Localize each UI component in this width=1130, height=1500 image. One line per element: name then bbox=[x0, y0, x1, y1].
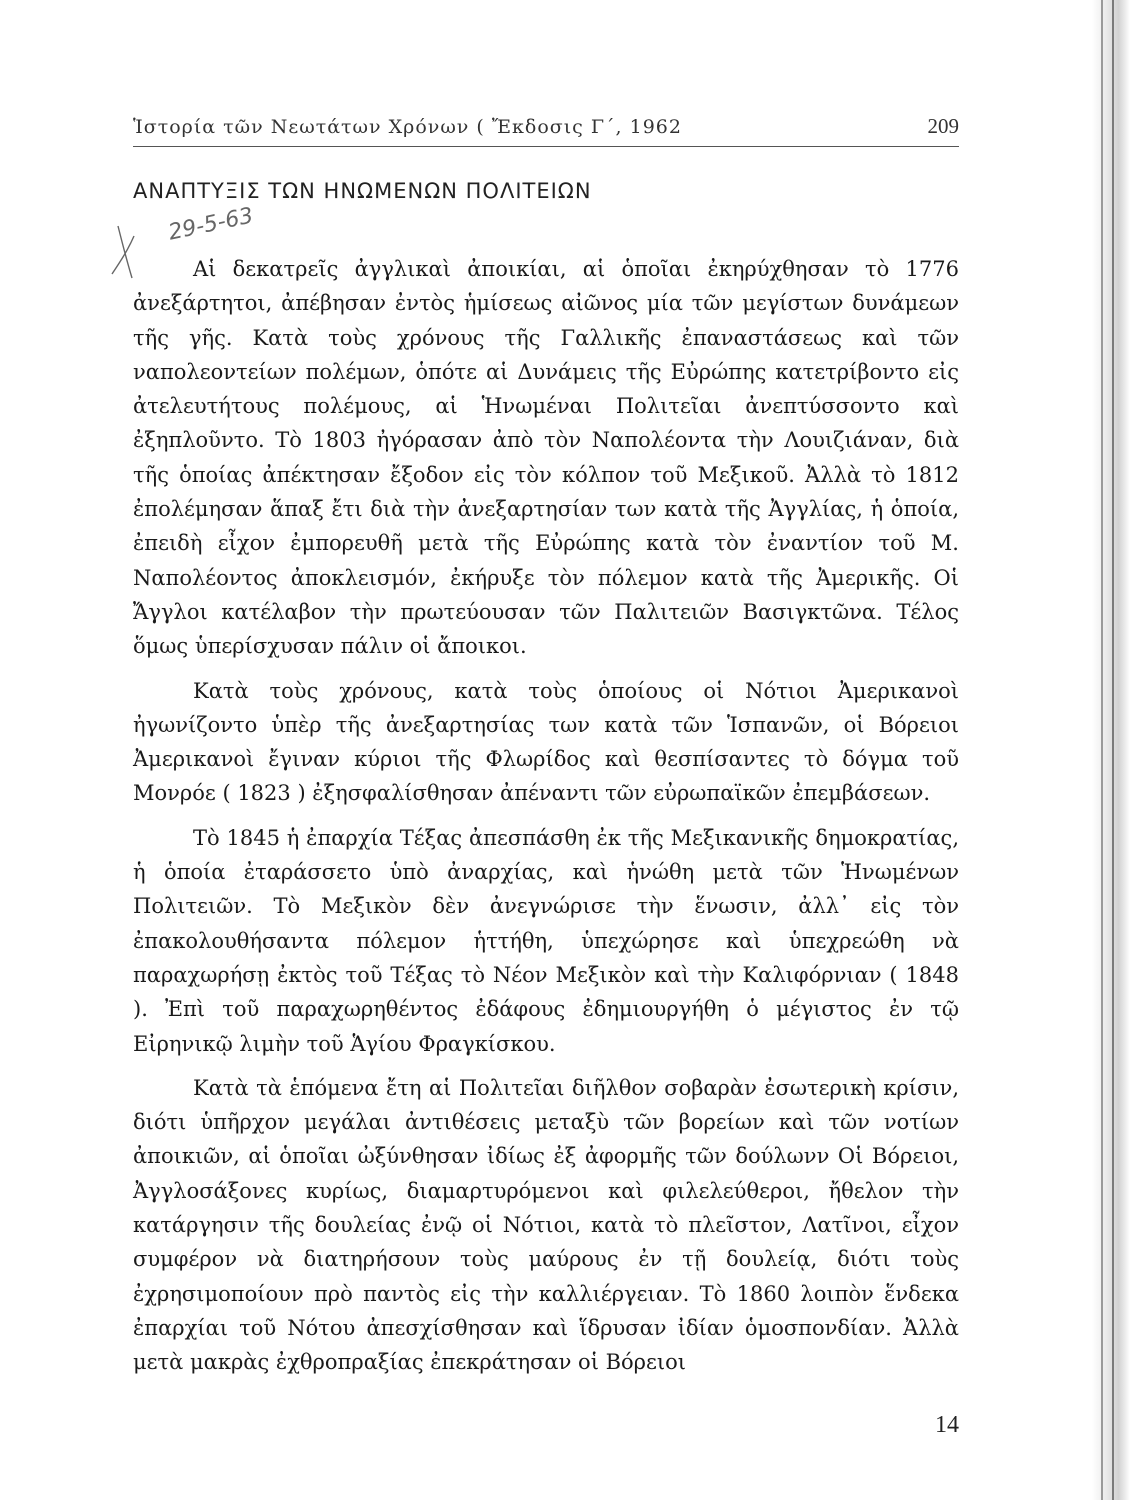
page-number: 209 bbox=[927, 114, 959, 138]
paragraph-3: Τὸ 1845 ἡ ἐπαρχία Τέξας ἀπεσπάσθη ἐκ τῆς Μεξικανικῆς δημοκρατίας, ἡ ὁποία ἐταράσσετο ὑπὸ ἀναρχίας, καὶ ἡνώθη μετὰ τῶν Ἡνωμένων Πολιτειῶν. Τὸ Μεξικὸν δὲν ἀνεγνώρισε τὴν ἕνωσιν, ἀλλ᾽ εἰς τὸν ἐπακολουθήσαντα πόλεμον ἡττήθη, ὑπεχώρησε καὶ ὑπεχρεώθη νὰ παραχωρήσῃ ἐκτὸς τοῦ Τέξας τὸ Νέον Μεξικὸν καὶ τὴν Καλιφόρνιαν ( 1848 ). Ἐπὶ τοῦ παραχωρηθέντος ἐδάφους ἐδημιουργήθη ὁ μέγιστος ἐν τῷ Εἰρηνικῷ λιμὴν τοῦ Ἁγίου Φραγκίσκου. bbox=[133, 825, 959, 1056]
sheet-number: 14 bbox=[935, 1412, 959, 1438]
section-title: ΑΝΑΠΤΥΞΙΣ ΤΩΝ ΗΝΩΜΕΝΩΝ ΠΟΛΙΤΕΙΩΝ bbox=[133, 179, 592, 203]
page-edge-shadow bbox=[1092, 0, 1130, 1500]
running-head bbox=[133, 114, 959, 144]
paragraph-2: Κατὰ τοὺς χρόνους, κατὰ τοὺς ὁποίους οἱ Νότιοι Ἀμερικανοὶ ἠγωνίζοντο ὑπὲρ τῆς ἀνεξαρτησίας των κατὰ τῶν Ἱσπανῶν, οἱ Βόρειοι Ἀμερικανοὶ ἔγιναν κύριοι τῆς Φλωρίδος καὶ θεσπίσαντες τὸ δόγμα τοῦ Μονρόε ( 1823 ) ἐξησφαλίσθησαν ἀπέναντι τῶν εὐρωπαϊκῶν ἐπεμβάσεων. bbox=[133, 678, 959, 806]
page-edge-line bbox=[1101, 0, 1103, 1500]
running-head-title: Ἱστορία τῶν Νεωτάτων Χρόνων ( Ἔκδοσις Γ΄, 1962 bbox=[133, 116, 682, 138]
handwritten-date: 29-5-63 bbox=[166, 203, 256, 246]
paragraph-1: Αἱ δεκατρεῖς ἀγγλικαὶ ἀποικίαι, αἱ ὁποῖαι ἐκηρύχθησαν τὸ 1776 ἀνεξάρτητοι, ἀπέβησαν ἐντὸς ἡμίσεως αἰῶνος μία τῶν μεγίστων δυνάμεων τῆς γῆς. Κατὰ τοὺς χρόνους τῆς Γαλλικῆς ἐπαναστάσεως καὶ τῶν ναπολεοντείων πολέμων, ὁπότε αἱ Δυνάμεις τῆς Εὐρώπης κατετρίβοντο εἰς ἀτελευτήτους πολέμους, αἱ Ἡνωμέναι Πολιτεῖαι ἀνεπτύσσοντο καὶ ἐξηπλοῦντο. Τὸ 1803 ἠγόρασαν ἀπὸ τὸν Ναπολέοντα τὴν Λουιζιάναν, διὰ τῆς ὁποίας ἀπέκτησαν ἔξοδον εἰς τὸν κόλπον τοῦ Μεξικοῦ. Ἀλλὰ τὸ 1812 ἐπολέμησαν ἅπαξ ἔτι διὰ τὴν ἀνεξαρτησίαν των κατὰ τῆς Ἀγγλίας, ἡ ὁποία, ἐπειδὴ εἶχον ἐμπορευθῆ μετὰ τῆς Εὐρώπης κατὰ τὸν ἐναντίον τοῦ Μ. Ναπολέοντος ἀποκλεισμόν, ἐκήρυξε τὸν πόλεμον κατὰ τῆς Ἀμερικῆς. Οἱ Ἄγγλοι κατέλαβον τὴν πρωτεύουσαν τῶν Παλιτειῶν Βασιγκτῶνα. Τέλος ὅμως ὑπερίσχυσαν πάλιν οἱ ἄποικοι. bbox=[133, 257, 959, 659]
header-rule bbox=[133, 146, 959, 147]
page-edge-line bbox=[1112, 0, 1114, 1500]
paragraph-4: Κατὰ τὰ ἑπόμενα ἔτη αἱ Πολιτεῖαι διῆλθον σοβαρὰν ἐσωτερικὴ κρίσιν, διότι ὑπῆρχον μεγάλαι ἀντιθέσεις μεταξὺ τῶν βορείων καὶ τῶν νοτίων ἀποικιῶν, αἱ ὁποῖαι ὠξύνθησαν ἰδίως ἐξ ἀφορμῆς τῶν δούλωνν Οἱ Βόρειοι, Ἀγγλοσάξονες κυρίως, διαμαρτυρόμενοι καὶ φιλελεύθεροι, ἤθελον τὴν κατάργησιν τῆς δουλείας ἐνῷ οἱ Νότιοι, κατὰ τὸ πλεῖστον, Λατῖνοι, εἶχον συμφέρον νὰ διατηρήσουν τοὺς μαύρους ἐν τῇ δουλείᾳ, διότι τοὺς ἐχρησιμοποίουν πρὸ παντὸς εἰς τὴν καλλιέργειαν. Τὸ 1860 λοιπὸν ἕνδεκα ἐπαρχίαι τοῦ Νότου ἀπεσχίσθησαν καὶ ἵδρυσαν ἰδίαν ὁμοσπονδίαν. Ἀλλὰ μετὰ μακρὰς ἐχθροπραξίας ἐπεκράτησαν οἱ Βόρειοι bbox=[133, 1075, 959, 1375]
article-body bbox=[133, 252, 959, 1380]
